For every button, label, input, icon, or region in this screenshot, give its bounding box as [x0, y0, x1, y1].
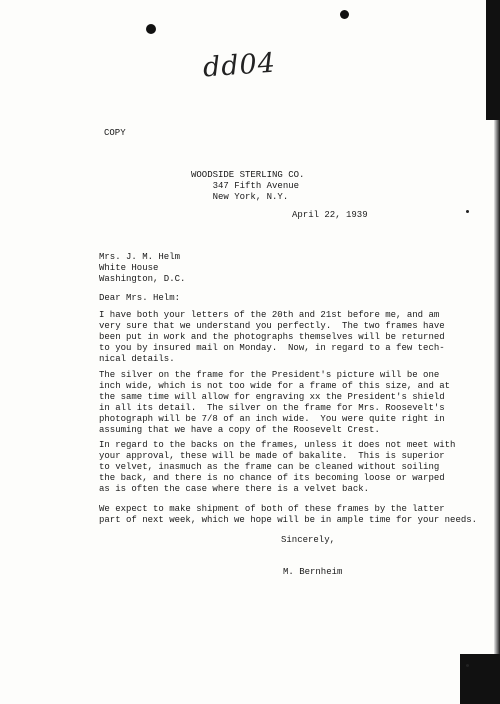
salutation: Dear Mrs. Helm: — [99, 293, 181, 303]
signature: M. Bernheim — [283, 567, 343, 577]
letterhead — [191, 170, 304, 203]
closing: Sincerely, — [281, 535, 336, 545]
recipient-name: Mrs. J. M. Helm — [99, 252, 181, 262]
body-paragraph: We expect to make shipment of both of these frames by the latter part of next week, which we hope will be in ample time for your needs. — [99, 504, 478, 525]
scan-speck — [466, 664, 469, 667]
copy-label: COPY — [104, 128, 126, 138]
scan-edge-dark-bottom — [460, 654, 500, 704]
scan-speck — [466, 210, 469, 213]
handwritten-mark: dd04 — [202, 47, 277, 84]
letterhead-street: 347 Fifth Avenue — [212, 181, 300, 191]
punch-hole — [146, 24, 156, 34]
body-paragraph: I have both your letters of the 20th and 21st before me, and am very sure that we understand you perfectly. The two frames have been put in work and the photographs themselves will be returned to you by insured mail on Monday. Now, in regard to a few tech- nical details. — [99, 310, 445, 364]
letter-date: April 22, 1939 — [292, 210, 368, 220]
recipient-org: White House — [99, 263, 159, 273]
body-paragraph: In regard to the backs on the frames, unless it does not meet with your approval, these will be made of bakalite. This is superior to velvet, inasmuch as the frame can be cleaned without soiling the back, and there is no chance of its becoming loose or warped as is often the case where there is a velvet back. — [99, 440, 456, 494]
letterhead-city: New York, N.Y. — [212, 192, 289, 202]
body-paragraph: The silver on the frame for the President's picture will be one inch wide, which is not too wide for a frame of this size, and at the same time will allow for engraving xx the President's shield in all its detail. The silver on the frame for Mrs. Roosevelt's photograph will be 7/8 of an inch wide. You were quite right in assuming that we have a copy of the Roosevelt Crest. — [99, 370, 451, 435]
letterhead-company: WOODSIDE STERLING CO. — [191, 170, 305, 180]
recipient-address — [99, 252, 185, 285]
scan-edge-dark-top — [486, 0, 500, 120]
punch-hole — [340, 10, 349, 19]
recipient-city: Washington, D.C. — [99, 274, 186, 284]
